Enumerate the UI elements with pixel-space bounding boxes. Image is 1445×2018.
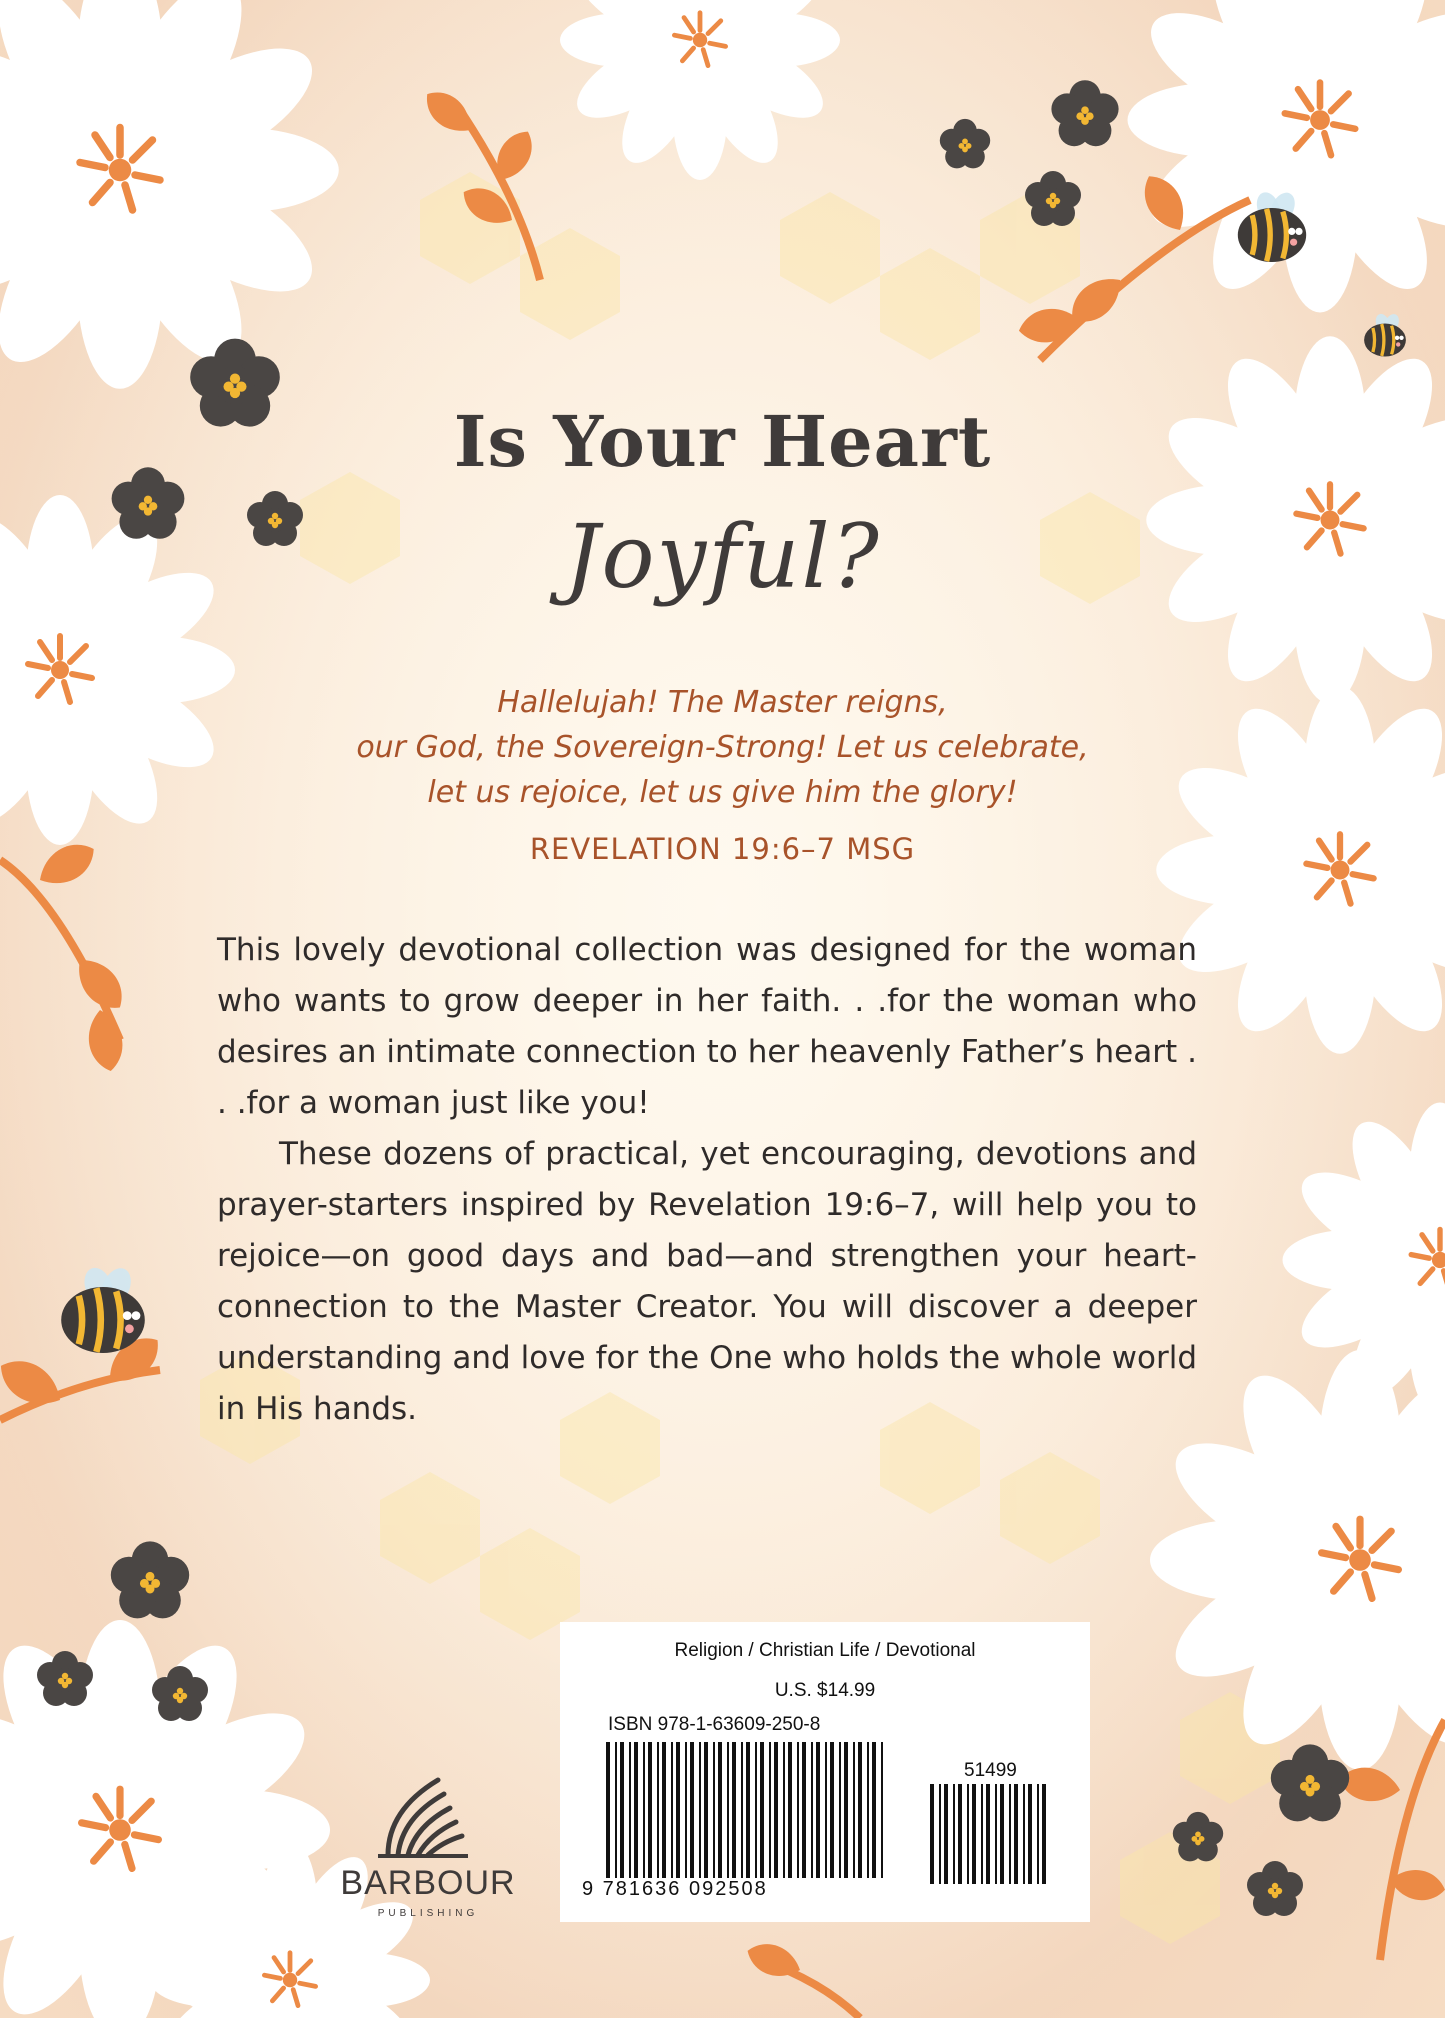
barcode-bar <box>699 1742 701 1878</box>
barcode-bar <box>981 1784 983 1884</box>
title-line-1: Is Your Heart <box>453 400 992 483</box>
barcode-bar <box>685 1742 687 1878</box>
publisher-logo <box>318 1760 538 1930</box>
barcode-bar <box>967 1784 969 1884</box>
barcode-bar <box>648 1742 652 1878</box>
barcode-bar <box>671 1742 673 1878</box>
barcode-bar <box>881 1742 883 1878</box>
barcode-bar <box>643 1742 645 1878</box>
barcode-bar <box>867 1742 869 1878</box>
barcode-bar <box>783 1742 785 1878</box>
barcode-bar <box>713 1742 715 1878</box>
barcode-bar <box>657 1742 659 1878</box>
barcode-bar <box>839 1742 841 1878</box>
book-logo-icon <box>318 1760 538 1860</box>
barcode-bar <box>704 1742 708 1878</box>
barcode-bar <box>858 1742 862 1878</box>
barcode-bar <box>606 1742 610 1878</box>
barcode-bar <box>930 1784 934 1884</box>
barcode-bar <box>986 1784 990 1884</box>
barcode-label <box>560 1622 1090 1922</box>
barcode-bar <box>746 1742 750 1878</box>
title-line-2: Joyful? <box>564 505 881 608</box>
barcode-bar <box>741 1742 743 1878</box>
barcode-bar <box>972 1784 976 1884</box>
barcode-bar <box>811 1742 813 1878</box>
barcode-bar <box>872 1742 876 1878</box>
scripture-quote <box>0 680 1445 815</box>
barcode-bar <box>620 1742 624 1878</box>
verse-line-3: let us rejoice, let us give him the glory! <box>427 775 1018 810</box>
barcode-bar <box>830 1742 834 1878</box>
book-category: Religion / Christian Life / Devotional <box>674 1640 976 1661</box>
price-code: 51499 <box>964 1760 1017 1781</box>
barcode-bar <box>1000 1784 1004 1884</box>
barcode-bar <box>788 1742 792 1878</box>
barcode-bar <box>615 1742 617 1878</box>
barcode-bar <box>760 1742 764 1878</box>
barcode-bar <box>1042 1784 1046 1884</box>
barcode-bar <box>662 1742 666 1878</box>
barcode-bar <box>634 1742 638 1878</box>
verse-line-2: our God, the Sovereign-Strong! Let us celebrate, <box>356 730 1089 765</box>
barcode-bar <box>690 1742 694 1878</box>
barcode-bar <box>629 1742 631 1878</box>
barcode-bar <box>774 1742 778 1878</box>
barcode-bar <box>1037 1784 1039 1884</box>
barcode-bar <box>853 1742 855 1878</box>
barcode-bar <box>727 1742 729 1878</box>
barcode-bar <box>995 1784 997 1884</box>
barcode-bar <box>755 1742 757 1878</box>
barcode-bar <box>825 1742 827 1878</box>
barcode-bar <box>732 1742 736 1878</box>
book-description <box>217 925 1197 1435</box>
barcode-bar <box>802 1742 806 1878</box>
barcode-bar <box>844 1742 848 1878</box>
barcode-bar <box>1028 1784 1032 1884</box>
barcode-bar <box>958 1784 962 1884</box>
barcode-bar <box>718 1742 722 1878</box>
barcode-bar <box>944 1784 948 1884</box>
description-paragraph-2: These dozens of practical, yet encouraging, devotions and prayer-starters inspired by Revelation 19:6–7, will help you to rejoice—on good days and bad—and strengthen your heart-connection to the Master Creator. You will discover a deeper understanding and love for the One who holds the whole world in His hands. <box>217 1136 1197 1427</box>
barcode-bar <box>797 1742 799 1878</box>
description-paragraph-1: This lovely devotional collection was designed for the woman who wants to grow deeper in her faith. . .for the woman who desires an intimate connection to her heavenly Father’s heart . . .for a woman just like you! <box>217 932 1197 1121</box>
barcode-bar <box>816 1742 820 1878</box>
barcode-bar <box>1009 1784 1011 1884</box>
isbn-number: ISBN 978-1-63609-250-8 <box>608 1714 821 1735</box>
publisher-subtitle: PUBLISHING <box>377 1908 479 1919</box>
barcode-bar <box>953 1784 955 1884</box>
barcode-bar <box>676 1742 680 1878</box>
barcode-digits: 9 781636 092508 <box>582 1878 768 1900</box>
publisher-name: BARBOUR <box>340 1864 516 1902</box>
verse-reference: REVELATION 19:6–7 MSG <box>529 832 916 866</box>
barcode-bar <box>939 1784 941 1884</box>
barcode-bar <box>769 1742 771 1878</box>
barcode-bar <box>1023 1784 1025 1884</box>
barcode-bar <box>1014 1784 1018 1884</box>
verse-line-1: Hallelujah! The Master reigns, <box>497 685 948 720</box>
book-price: U.S. $14.99 <box>774 1680 876 1701</box>
isbn-barcode <box>560 1622 1090 1922</box>
